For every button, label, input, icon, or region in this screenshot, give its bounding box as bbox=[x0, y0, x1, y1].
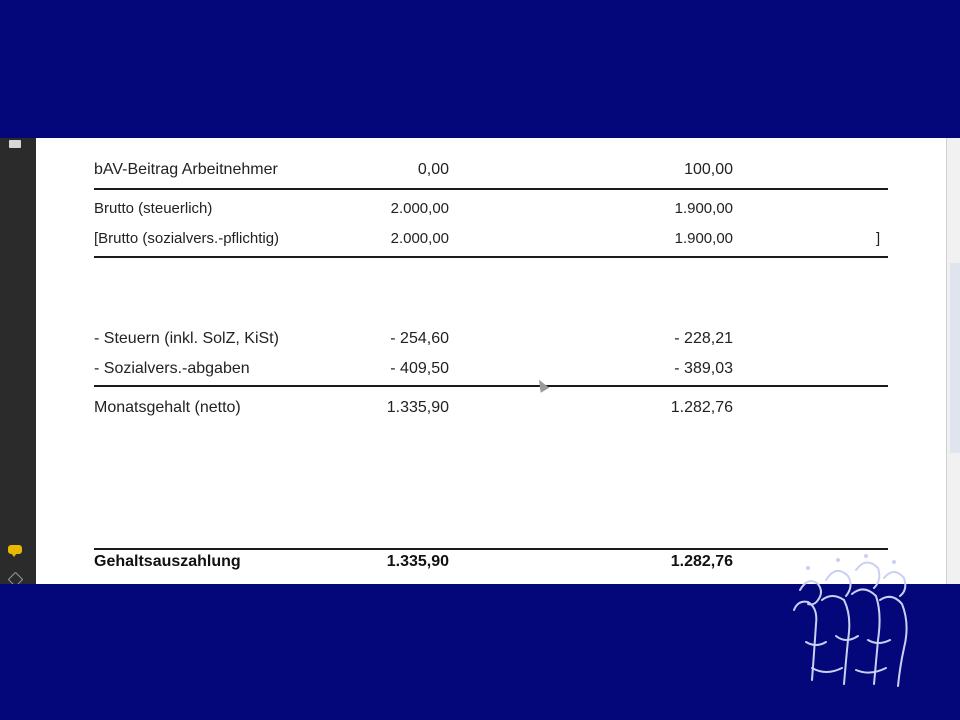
value-column-2: - 389,03 bbox=[674, 360, 733, 377]
document-icon[interactable] bbox=[9, 140, 21, 148]
row-label: - Sozialvers.-abgaben bbox=[94, 360, 250, 377]
value-column-1: 1.335,90 bbox=[386, 399, 449, 416]
value-column-2: 1.900,00 bbox=[674, 230, 733, 247]
row-label: Brutto (steuerlich) bbox=[94, 200, 213, 217]
row-label: Gehaltsauszahlung bbox=[94, 553, 241, 570]
value-column-2: - 228,21 bbox=[674, 330, 733, 347]
value-column-2: 1.282,76 bbox=[670, 553, 733, 570]
row-monatsgehalt-netto bbox=[94, 399, 888, 423]
row-brutto-steuerlich bbox=[94, 200, 888, 224]
row-brutto-sozialvers bbox=[94, 230, 888, 254]
rule-after-abgaben bbox=[94, 385, 888, 387]
value-column-1: 1.335,90 bbox=[386, 553, 449, 570]
bracket-mark: ] bbox=[876, 230, 881, 247]
rule-after-brutto bbox=[94, 256, 888, 258]
row-label: bAV-Beitrag Arbeitnehmer bbox=[94, 161, 278, 178]
value-column-1: 2.000,00 bbox=[390, 200, 449, 217]
value-column-1: - 409,50 bbox=[390, 360, 449, 377]
left-toolbar bbox=[0, 138, 36, 584]
value-column-1: 0,00 bbox=[417, 161, 449, 178]
value-column-1: 2.000,00 bbox=[390, 230, 449, 247]
rule-after-bav bbox=[94, 188, 888, 190]
row-label: [Brutto (sozialvers.-pflichtig) bbox=[94, 230, 280, 247]
value-column-1: - 254,60 bbox=[390, 330, 449, 347]
row-gehaltsauszahlung bbox=[94, 553, 888, 577]
value-column-2: 100,00 bbox=[684, 161, 733, 178]
top-background-band bbox=[0, 0, 960, 138]
row-label: Monatsgehalt (netto) bbox=[94, 399, 241, 416]
scrollbar-thumb[interactable] bbox=[950, 263, 960, 453]
row-sozialvers-abgaben bbox=[94, 360, 888, 384]
comment-icon[interactable] bbox=[8, 545, 22, 554]
row-label: - Steuern (inkl. SolZ, KiSt) bbox=[94, 330, 279, 347]
row-steuern bbox=[94, 330, 888, 354]
value-column-2: 1.282,76 bbox=[670, 399, 733, 416]
scrollbar[interactable] bbox=[946, 138, 960, 584]
rule-before-total bbox=[94, 548, 888, 550]
group-figures-logo bbox=[786, 550, 920, 690]
row-bav-beitrag bbox=[94, 161, 888, 185]
value-column-2: 1.900,00 bbox=[674, 200, 733, 217]
pen-icon[interactable] bbox=[8, 572, 24, 584]
